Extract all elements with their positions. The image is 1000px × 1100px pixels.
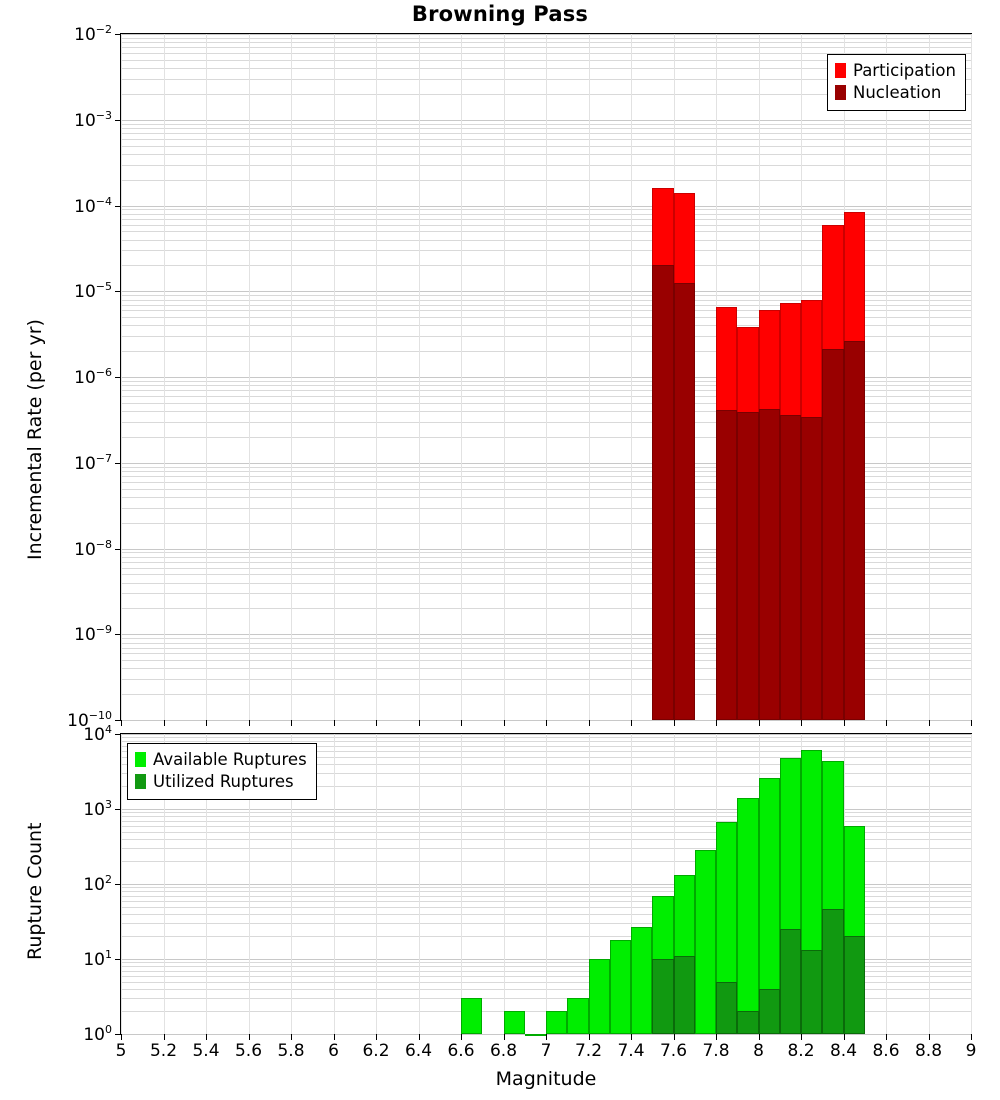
bar-nucl [716,410,737,720]
bar-avail [695,850,716,1034]
x-axis-tick-mark [121,720,122,726]
bar-avail [546,1011,567,1034]
x-axis-tick-label: 8.8 [914,1041,943,1061]
bar-avail [589,959,610,1034]
gridline [376,734,377,1034]
gridline [164,34,165,720]
y-axis-tick-label: $10^{-4}$ [74,194,112,217]
y-axis-tick-mark [115,120,121,121]
x-axis-tick-label: 5.6 [234,1041,263,1061]
gridline [376,34,377,720]
gridline [461,734,462,1034]
y-axis-tick-label: $10^{-3}$ [74,108,112,131]
bar-util [822,909,843,1034]
x-axis-tick-mark [291,720,292,726]
x-axis-tick-mark [546,720,547,726]
y-axis-tick-label: $10^4$ [83,723,112,745]
legend-rupture-count[interactable] [127,743,317,800]
bar-util [844,936,865,1034]
gridline [504,734,505,1034]
y-axis-tick-mark [115,34,121,35]
y-axis-tick-mark [115,377,121,378]
x-axis-tick-mark [206,720,207,726]
y-axis-tick-label: $10^{-7}$ [74,451,112,474]
gridline [929,34,930,720]
x-axis-tick-label: 8.2 [787,1041,815,1061]
y-axis-tick-label: $10^{-9}$ [74,623,112,646]
y-axis-tick-mark [115,734,121,735]
legend-item[interactable] [135,771,307,793]
x-axis-tick-mark [504,720,505,726]
x-axis-tick-label: 7.6 [659,1041,688,1061]
x-axis-tick-label: 5.4 [192,1041,220,1061]
x-axis-tick-label: 8 [753,1041,764,1061]
gridline [419,734,420,1034]
y-axis-label-bottom: Rupture Count [24,822,46,960]
y-axis-tick-label: $10^2$ [83,873,112,895]
y-axis-label-top: Incremental Rate (per yr) [24,319,46,560]
bar-util [674,956,695,1034]
x-axis-tick-label: 7.4 [617,1041,645,1061]
x-axis-tick-label: 6.4 [404,1041,433,1061]
y-axis-tick-mark [115,291,121,292]
x-axis-tick-label: 8.6 [872,1041,900,1061]
gridline [971,34,972,720]
legend-swatch-icon [135,774,146,789]
x-axis-tick-mark [971,720,972,726]
y-axis-tick-label: $10^1$ [83,948,112,970]
x-axis-tick-mark [716,720,717,726]
x-axis-tick-label: 7.8 [702,1041,730,1061]
x-axis-tick-mark [929,720,930,726]
x-axis-tick-mark [674,720,675,726]
gridline [886,34,887,720]
bar-util [737,1011,758,1034]
x-axis-tick-label: 5 [115,1041,127,1061]
incremental-rate-plot [67,23,972,731]
y-axis-tick-label: $10^0$ [83,1023,112,1045]
x-axis-tick-label: 9 [965,1041,977,1061]
bar-avail [567,998,588,1034]
x-axis-tick-mark [886,720,887,726]
y-axis-tick-mark [115,463,121,464]
bar-util [759,989,780,1034]
gridline [419,34,420,720]
x-axis-tick-mark [164,720,165,726]
gridline [546,734,547,1034]
x-axis-tick-mark [376,720,377,726]
bar-nucl [822,349,843,720]
x-axis-tick-label: 6.2 [362,1041,390,1061]
gridline [249,34,250,720]
x-axis-tick-label: 7 [540,1041,552,1061]
y-axis-tick-label: $10^{-2}$ [74,23,112,45]
bar-avail [631,927,652,1034]
y-axis-tick-label: $10^{-10}$ [67,709,112,731]
bar-util [652,959,673,1034]
legend-item-label: Utilized Ruptures [153,771,294,791]
bar-avail [610,940,631,1034]
gridline [504,34,505,720]
bar-util [780,929,801,1034]
bar-nucl [759,409,780,720]
legend-item[interactable] [835,82,956,104]
gridline [334,34,335,720]
bar-nucl [844,341,865,720]
y-axis-tick-label: $10^{-5}$ [74,280,112,303]
bar-avail [461,998,482,1034]
gridline [971,734,972,1034]
y-axis-tick-mark [115,206,121,207]
bar-nucl [737,412,758,720]
bar-nucl [780,415,801,720]
x-axis-tick-mark [631,720,632,726]
y-axis-tick-mark [115,634,121,635]
bar-nucl [652,265,673,720]
gridline [929,734,930,1034]
gridline [121,34,122,720]
x-axis-tick-label: 6 [328,1041,339,1061]
x-axis-tick-mark [334,720,335,726]
legend-swatch-icon [835,85,846,100]
x-axis-tick-mark [589,720,590,726]
page-title: Browning Pass [411,2,589,26]
x-axis-tick-label: 6.8 [489,1041,518,1061]
x-axis-tick-mark [419,720,420,726]
legend-item-label: Available Ruptures [153,750,307,769]
bar-util [801,950,822,1034]
gridline [886,734,887,1034]
y-axis-tick-label: $10^3$ [83,798,112,820]
gridline [461,34,462,720]
legend-swatch-icon [835,63,846,78]
legend-incremental-rate[interactable] [827,54,966,111]
bar-util [716,982,737,1034]
gridline [291,34,292,720]
gridline [206,34,207,720]
y-axis-tick-label: $10^{-8}$ [74,537,112,560]
bar-avail [504,1011,525,1034]
x-axis-tick-label: 5.8 [277,1041,305,1061]
x-axis-tick-label: 5.2 [149,1041,178,1061]
legend-item[interactable] [135,749,307,771]
gridline [121,734,122,1034]
y-axis-tick-mark [115,809,121,810]
y-axis-tick-label: $10^{-6}$ [74,366,112,388]
x-axis-tick-mark [461,720,462,726]
x-axis-label: Magnitude [495,1068,597,1090]
legend-swatch-icon [135,752,146,767]
gridline [589,34,590,720]
x-axis-tick-label: 7.2 [574,1041,603,1061]
legend-item[interactable] [835,60,956,82]
bar-nucl [801,417,822,720]
y-axis-tick-mark [115,549,121,550]
x-axis-tick-mark [801,720,802,726]
x-axis-tick-label: 6.6 [447,1041,475,1061]
legend-item-label: Participation [852,61,956,80]
rupture-count-plot [83,723,977,1061]
y-axis-tick-mark [115,884,121,885]
legend-item-label: Nucleation [852,82,942,102]
gridline [334,734,335,1034]
x-axis-tick-mark [759,720,760,726]
bar-avail [737,798,758,1034]
gridline [631,34,632,720]
x-axis-tick-mark [844,720,845,726]
x-axis-tick-label: 8.4 [829,1041,858,1061]
bar-nucl [674,283,695,720]
y-axis-tick-mark [115,959,121,960]
x-axis-tick-mark [249,720,250,726]
gridline [546,34,547,720]
